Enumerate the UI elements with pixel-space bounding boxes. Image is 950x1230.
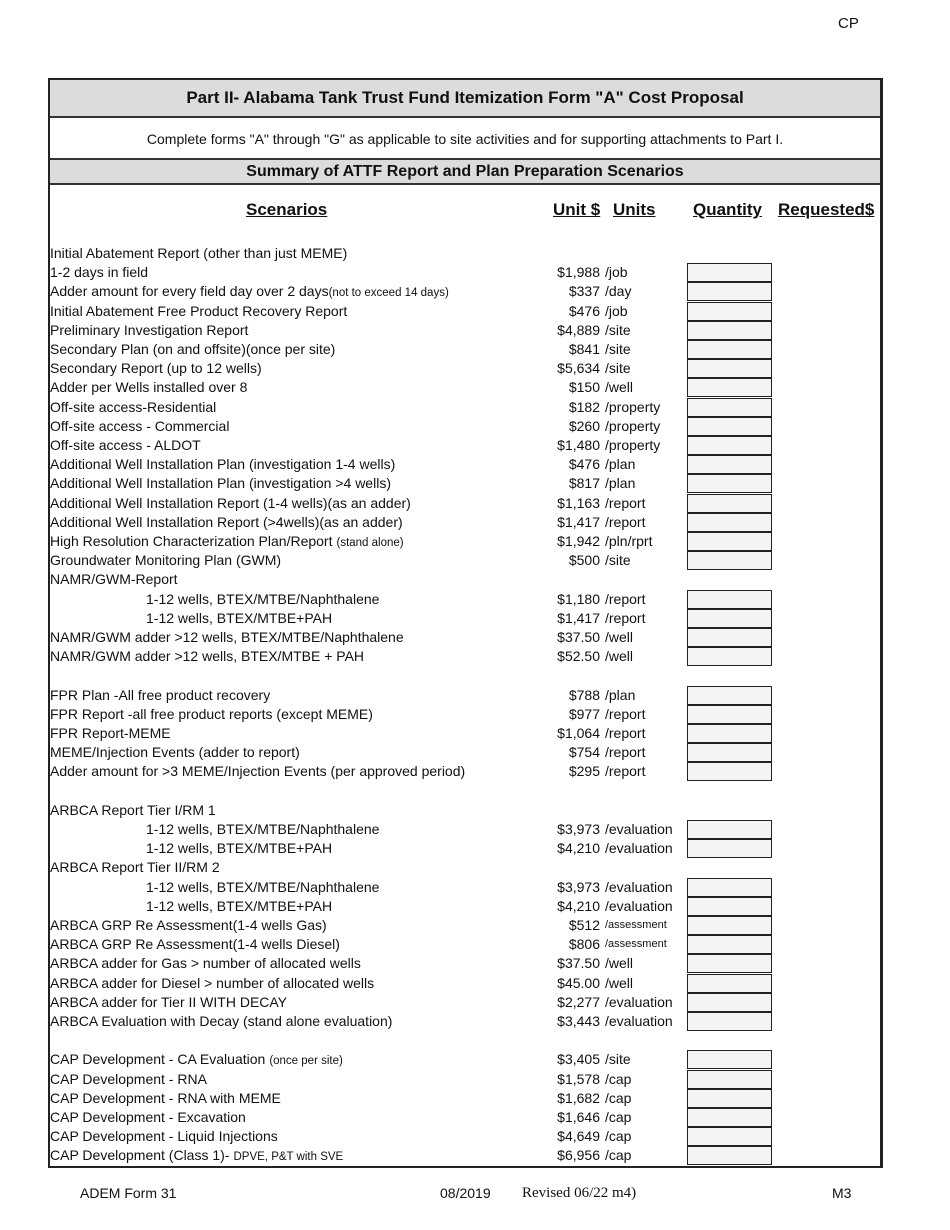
- unit-label: /evaluation: [605, 1013, 673, 1029]
- unit-label: /job: [605, 302, 628, 319]
- scenario-description: [50, 1108, 246, 1127]
- table-row: [50, 993, 883, 1012]
- quantity-input[interactable]: [687, 1089, 772, 1108]
- unit-price: $150: [568, 379, 600, 396]
- unit-label: /cap: [605, 1109, 632, 1125]
- scenario-label: ARBCA adder for Diesel > number of allocated wells: [50, 974, 375, 991]
- scenario-description: [50, 513, 403, 532]
- footer-page-code: M3: [832, 1185, 852, 1201]
- scenario-description: [146, 839, 332, 858]
- form-title: Part II- Alabama Tank Trust Fund Itemization Form "A" Cost Proposal: [50, 80, 880, 118]
- scenario-description: [146, 609, 332, 628]
- unit-price: $977: [568, 705, 600, 722]
- footer-form-name: ADEM Form 31: [80, 1185, 177, 1201]
- scenario-label: CAP Development - Excavation: [50, 1109, 246, 1125]
- table-row: [50, 570, 883, 589]
- quantity-input[interactable]: [687, 263, 772, 282]
- table-row: [50, 724, 883, 743]
- quantity-input[interactable]: [687, 762, 772, 781]
- unit-label: /property: [605, 398, 661, 415]
- unit-label: /report: [605, 725, 646, 741]
- table-row: [50, 513, 883, 532]
- table-row: [50, 378, 883, 397]
- unit-price: $4,649: [557, 1128, 600, 1145]
- unit-price: $476: [568, 302, 600, 319]
- scenario-label: High Resolution Characterization Plan/Report: [50, 533, 333, 549]
- scenario-description: [50, 1050, 343, 1071]
- quantity-input[interactable]: [687, 1108, 772, 1127]
- quantity-input[interactable]: [687, 974, 772, 993]
- scenario-description: [50, 954, 361, 973]
- scenario-label: CAP Development (Class 1)-: [50, 1147, 230, 1164]
- unit-price: $3,973: [557, 878, 600, 895]
- unit-price: $3,443: [557, 1013, 600, 1029]
- table-row: [50, 340, 883, 359]
- scenario-description: [50, 436, 201, 455]
- scenario-label: MEME/Injection Events (adder to report): [50, 744, 300, 761]
- scenario-note: (not to exceed 14 days): [328, 287, 449, 300]
- unit-label: /plan: [605, 456, 636, 473]
- unit-label: /report: [605, 705, 646, 722]
- table-row: [50, 1070, 883, 1089]
- unit-label: /evaluation: [605, 840, 673, 857]
- scenario-label: ARBCA GRP Re Assessment(1-4 wells Gas): [50, 917, 327, 933]
- scenario-description: [50, 1012, 392, 1031]
- unit-price: $4,889: [557, 321, 600, 338]
- unit-label: /report: [605, 763, 646, 780]
- unit-price: $4,210: [557, 897, 600, 914]
- quantity-input[interactable]: [687, 436, 772, 455]
- unit-price: $3,405: [557, 1051, 600, 1068]
- form-frame: [48, 78, 883, 1168]
- unit-label: /cap: [605, 1128, 632, 1145]
- scenario-label: Adder amount for >3 MEME/Injection Events (per approved period): [50, 763, 466, 780]
- quantity-input[interactable]: [687, 532, 772, 551]
- scenario-description: [50, 858, 220, 877]
- unit-price: $5,634: [557, 360, 600, 377]
- unit-label: /site: [605, 321, 631, 338]
- scenario-description: [50, 244, 347, 263]
- unit-price: $4,210: [557, 840, 600, 857]
- table-row: [50, 398, 883, 417]
- unit-price: $788: [568, 686, 600, 703]
- header-unit-price: Unit $: [553, 200, 601, 219]
- unit-price: $754: [568, 744, 600, 761]
- scenario-description: [50, 993, 287, 1012]
- table-row: [50, 628, 883, 647]
- quantity-input[interactable]: [687, 551, 772, 570]
- scenario-label: 1-12 wells, BTEX/MTBE+PAH: [146, 840, 333, 857]
- table-row: [50, 686, 883, 705]
- unit-price: $1,578: [557, 1070, 600, 1087]
- scenario-label: Additional Well Installation Plan (investigation 1-4 wells): [50, 456, 396, 473]
- quantity-input[interactable]: [687, 378, 772, 397]
- corner-tag: CP: [838, 15, 859, 32]
- scenario-label: 1-12 wells, BTEX/MTBE+PAH: [146, 609, 333, 626]
- unit-label: /site: [605, 341, 631, 357]
- quantity-input[interactable]: [687, 417, 772, 436]
- scenario-description: [50, 378, 247, 397]
- unit-label: /plan: [605, 686, 636, 703]
- scenario-description: [50, 762, 465, 781]
- unit-price: $1,480: [557, 437, 600, 453]
- quantity-input[interactable]: [687, 1050, 772, 1069]
- quantity-input[interactable]: [687, 935, 772, 954]
- quantity-input[interactable]: [687, 1070, 772, 1089]
- unit-price: $37.50: [557, 629, 600, 645]
- scenario-description: [50, 494, 411, 513]
- header-requested: Requested$: [778, 200, 875, 219]
- quantity-input[interactable]: [687, 1012, 772, 1031]
- scenario-label: NAMR/GWM adder >12 wells, BTEX/MTBE/Naphthalene: [50, 629, 404, 645]
- unit-price: $841: [568, 341, 600, 357]
- scenario-description: [146, 897, 332, 916]
- scenario-label: Initial Abatement Free Product Recovery Report: [50, 302, 348, 319]
- unit-label: /pln/rprt: [605, 533, 653, 549]
- scenario-description: [50, 321, 248, 340]
- scenario-label: 1-12 wells, BTEX/MTBE/Naphthalene: [146, 821, 380, 837]
- scenario-label: Adder per Wells installed over 8: [50, 379, 248, 396]
- scenario-description: [50, 570, 178, 589]
- table-row: [50, 263, 883, 282]
- unit-price: $52.50: [557, 648, 600, 665]
- unit-price: $1,646: [557, 1109, 600, 1125]
- scenario-label: 1-12 wells, BTEX/MTBE/Naphthalene: [146, 878, 380, 895]
- scenario-description: [50, 282, 449, 303]
- quantity-input[interactable]: [687, 513, 772, 532]
- unit-price: $337: [568, 283, 600, 300]
- quantity-input[interactable]: [687, 993, 772, 1012]
- table-row: [50, 474, 883, 493]
- unit-label: /cap: [605, 1089, 632, 1106]
- scenario-label: 1-12 wells, BTEX/MTBE/Naphthalene: [146, 590, 380, 607]
- table-row: [50, 820, 883, 839]
- unit-label: /evaluation: [605, 993, 673, 1010]
- unit-price: $1,163: [557, 494, 600, 511]
- form-instructions: Complete forms "A" through "G" as applicable to site activities and for supporting attachments to Part I.: [50, 118, 880, 160]
- table-row: [50, 1146, 883, 1165]
- scenario-description: [50, 1127, 278, 1146]
- unit-label: /evaluation: [605, 821, 673, 837]
- scenario-description: [50, 686, 270, 705]
- scenario-label: FPR Report -all free product reports (except MEME): [50, 705, 373, 722]
- footer-revised: Revised 06/22 m4): [522, 1185, 637, 1201]
- scenario-description: [50, 474, 391, 493]
- scenario-label: NAMR/GWM adder >12 wells, BTEX/MTBE + PAH: [50, 648, 365, 665]
- scenario-label: Additional Well Installation Report (>4wells)(as an adder): [50, 513, 403, 530]
- scenario-label: Secondary Plan (on and offsite)(once per site): [50, 341, 336, 357]
- unit-label: /well: [605, 955, 634, 972]
- unit-label: /job: [605, 264, 628, 281]
- table-row: [50, 494, 883, 513]
- unit-price: $500: [568, 552, 600, 569]
- scenario-label: ARBCA Report Tier II/RM 2: [50, 859, 220, 876]
- quantity-input[interactable]: [687, 954, 772, 973]
- scenario-description: [50, 801, 216, 820]
- scenario-label: CAP Development - CA Evaluation: [50, 1051, 266, 1068]
- table-row: [50, 1127, 883, 1146]
- table-row: [50, 801, 883, 820]
- table-row: [50, 455, 883, 474]
- table-row: [50, 839, 883, 858]
- scenario-label: ARBCA adder for Tier II WITH DECAY: [50, 993, 288, 1010]
- quantity-input[interactable]: [687, 398, 772, 417]
- unit-label: /report: [605, 609, 646, 626]
- unit-label: /well: [605, 629, 634, 645]
- scenario-note: (once per site): [269, 1055, 343, 1068]
- table-row: [50, 743, 883, 762]
- unit-price: $45.00: [557, 974, 600, 991]
- scenario-label: FPR Report-MEME: [50, 725, 171, 741]
- quantity-input[interactable]: [687, 302, 772, 321]
- table-row: [50, 609, 883, 628]
- scenario-description: [50, 1146, 343, 1167]
- scenario-description: [50, 455, 395, 474]
- unit-label: /report: [605, 494, 646, 511]
- scenario-description: [50, 974, 374, 993]
- header-quantity: Quantity: [693, 200, 762, 219]
- table-row: [50, 1012, 883, 1031]
- unit-label: /report: [605, 513, 646, 530]
- quantity-input[interactable]: [687, 897, 772, 916]
- scenario-label: CAP Development - RNA with MEME: [50, 1089, 281, 1106]
- unit-price: $1,064: [557, 725, 600, 741]
- scenario-description: [50, 417, 229, 436]
- quantity-input[interactable]: [687, 321, 772, 340]
- scenario-label: Groundwater Monitoring Plan (GWM): [50, 552, 282, 569]
- quantity-input[interactable]: [687, 686, 772, 705]
- unit-label: /property: [605, 417, 661, 434]
- quantity-input[interactable]: [687, 359, 772, 378]
- scenario-description: [50, 705, 373, 724]
- quantity-input[interactable]: [687, 705, 772, 724]
- quantity-input[interactable]: [687, 1146, 772, 1165]
- table-row: [50, 858, 883, 877]
- scenario-label: 1-12 wells, BTEX/MTBE+PAH: [146, 897, 333, 914]
- unit-price: $512: [568, 917, 600, 933]
- table-row: [50, 551, 883, 570]
- scenario-description: [146, 820, 379, 839]
- table-row: [50, 532, 883, 551]
- scenario-label: FPR Plan -All free product recovery: [50, 686, 271, 703]
- scenario-label: Off-site access - Commercial: [50, 417, 230, 434]
- scenario-label: ARBCA adder for Gas > number of allocated wells: [50, 955, 361, 972]
- scenario-note: (stand alone): [336, 537, 404, 549]
- table-row: [50, 321, 883, 340]
- scenario-label: CAP Development - RNA: [50, 1070, 207, 1087]
- unit-price: $817: [568, 475, 600, 492]
- scenario-label: Additional Well Installation Plan (investigation >4 wells): [50, 475, 391, 492]
- scenario-description: [50, 743, 300, 762]
- unit-label: /cap: [605, 1070, 632, 1087]
- scenario-label: Adder amount for every field day over 2 days: [50, 283, 329, 300]
- table-row: [50, 935, 883, 954]
- scenario-label: ARBCA Report Tier I/RM 1: [50, 801, 216, 818]
- header-units: Units: [613, 200, 656, 219]
- scenario-label: Additional Well Installation Report (1-4 wells)(as an adder): [50, 494, 411, 511]
- section-subtitle: Summary of ATTF Report and Plan Preparation Scenarios: [50, 160, 880, 185]
- scenario-description: [146, 590, 379, 609]
- scenario-label: Off-site access - ALDOT: [50, 437, 201, 453]
- scenario-description: [50, 647, 364, 666]
- scenario-label: CAP Development - Liquid Injections: [50, 1128, 278, 1145]
- unit-label: /site: [605, 1051, 631, 1068]
- unit-price: $182: [568, 398, 600, 415]
- quantity-input[interactable]: [687, 455, 772, 474]
- scenario-description: [50, 935, 340, 954]
- scenario-description: [50, 724, 171, 743]
- table-row: [50, 1108, 883, 1127]
- unit-label: /well: [605, 974, 634, 991]
- unit-price: $260: [568, 417, 600, 434]
- unit-price: $1,988: [557, 264, 600, 281]
- scenario-label: 1-2 days in field: [50, 264, 149, 281]
- header-scenarios: Scenarios: [246, 200, 328, 219]
- quantity-input[interactable]: [687, 820, 772, 839]
- quantity-input[interactable]: [687, 340, 772, 359]
- unit-price: $2,277: [557, 993, 600, 1010]
- unit-label: /property: [605, 437, 661, 453]
- table-row: [50, 1089, 883, 1108]
- unit-label: /evaluation: [605, 878, 673, 895]
- unit-price: $1,942: [557, 533, 600, 549]
- quantity-input[interactable]: [687, 628, 772, 647]
- unit-price: $1,417: [557, 609, 600, 626]
- unit-label: /day: [605, 283, 632, 300]
- unit-price: $806: [568, 936, 600, 953]
- table-row: [50, 359, 883, 378]
- quantity-input[interactable]: [687, 474, 772, 493]
- scenario-description: [50, 398, 216, 417]
- unit-price: $3,973: [557, 821, 600, 837]
- scenario-description: [50, 532, 404, 553]
- table-row: [50, 762, 883, 781]
- table-row: [50, 954, 883, 973]
- unit-label: /well: [605, 379, 634, 396]
- table-row: [50, 705, 883, 724]
- quantity-input[interactable]: [687, 743, 772, 762]
- quantity-input[interactable]: [687, 916, 772, 935]
- unit-price: $1,682: [557, 1089, 600, 1106]
- quantity-input[interactable]: [687, 878, 772, 897]
- scenario-description: [50, 628, 404, 647]
- unit-label: /site: [605, 552, 631, 569]
- quantity-input[interactable]: [687, 590, 772, 609]
- unit-label: /assessment: [605, 938, 667, 951]
- scenario-description: [50, 340, 335, 359]
- scenario-description: [146, 878, 379, 897]
- scenario-description: [50, 1070, 207, 1089]
- table-row: [50, 244, 883, 263]
- table-row: [50, 282, 883, 301]
- quantity-input[interactable]: [687, 282, 772, 301]
- table-row: [50, 974, 883, 993]
- table-row: [50, 417, 883, 436]
- unit-price: $6,956: [557, 1147, 600, 1164]
- scenario-description: [50, 551, 281, 570]
- quantity-input[interactable]: [687, 647, 772, 666]
- unit-price: $37.50: [557, 955, 600, 972]
- unit-label: /site: [605, 360, 631, 377]
- table-row: [50, 302, 883, 321]
- footer-date: 08/2019: [440, 1185, 491, 1201]
- unit-label: /report: [605, 590, 646, 607]
- scenario-label: Preliminary Investigation Report: [50, 321, 249, 338]
- quantity-input[interactable]: [687, 724, 772, 743]
- unit-label: /well: [605, 648, 634, 665]
- quantity-input[interactable]: [687, 494, 772, 513]
- scenario-label: Initial Abatement Report (other than just MEME): [50, 245, 348, 261]
- scenario-label: Secondary Report (up to 12 wells): [50, 360, 262, 377]
- scenario-label: ARBCA Evaluation with Decay (stand alone evaluation): [50, 1013, 393, 1029]
- table-row: [50, 878, 883, 897]
- unit-price: $476: [568, 456, 600, 473]
- scenario-description: [50, 263, 148, 282]
- scenario-label: NAMR/GWM-Report: [50, 571, 178, 588]
- table-row: [50, 647, 883, 666]
- scenario-label: Off-site access-Residential: [50, 398, 217, 415]
- table-row: [50, 897, 883, 916]
- unit-label: /assessment: [605, 919, 667, 931]
- unit-label: /cap: [605, 1147, 632, 1164]
- quantity-input[interactable]: [687, 1127, 772, 1146]
- quantity-input[interactable]: [687, 839, 772, 858]
- scenario-description: [50, 916, 327, 935]
- scenario-description: [50, 359, 262, 378]
- unit-label: /plan: [605, 475, 636, 492]
- scenario-note: DPVE, P&T with SVE: [233, 1151, 344, 1164]
- table-row: [50, 436, 883, 455]
- unit-price: $295: [568, 763, 600, 780]
- table-row: [50, 1050, 883, 1069]
- unit-price: $1,180: [557, 590, 600, 607]
- unit-price: $1,417: [557, 513, 600, 530]
- scenario-description: [50, 1089, 281, 1108]
- scenario-label: ARBCA GRP Re Assessment(1-4 wells Diesel): [50, 936, 340, 953]
- quantity-input[interactable]: [687, 609, 772, 628]
- table-row: [50, 916, 883, 935]
- unit-label: /report: [605, 744, 646, 761]
- scenario-description: [50, 302, 347, 321]
- unit-label: /evaluation: [605, 897, 673, 914]
- table-row: [50, 590, 883, 609]
